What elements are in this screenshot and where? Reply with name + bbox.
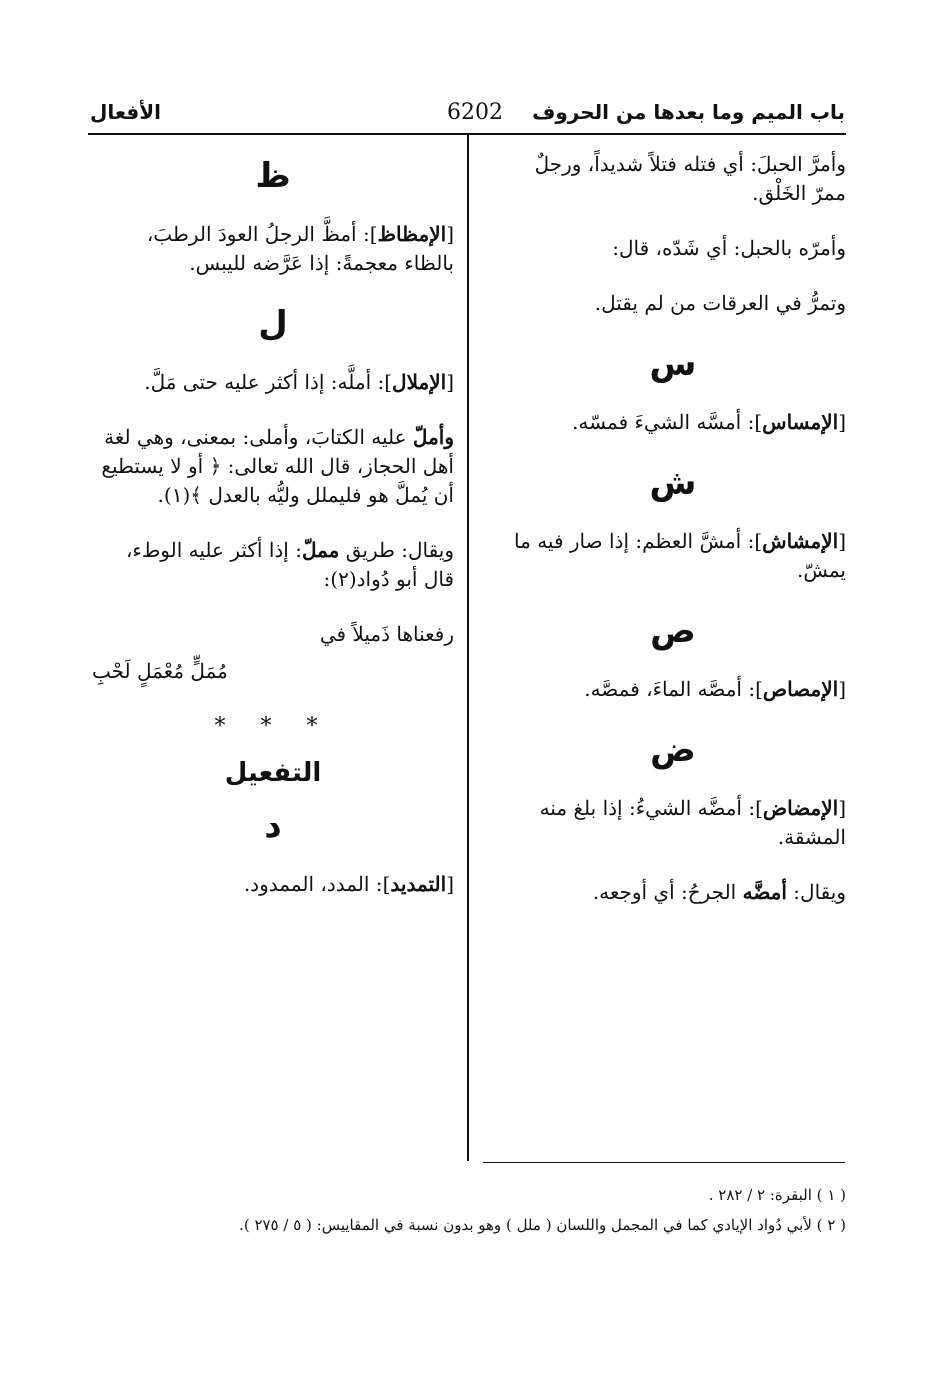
- definition: : أمسَّه الشيءَ فمسّه.: [572, 410, 755, 434]
- letter-heading-za: ظ: [255, 156, 291, 196]
- left-column: [92, 150, 454, 925]
- entry-imshash: [الإمشاش]: أمشَّ العظم: إذا صار فيه ما يمشّ.: [514, 529, 846, 582]
- chapter-title: باب الميم وما بعدها من الحروف: [532, 100, 845, 124]
- definition: : أمضَّه الشيءُ: إذا بلغ منه المشقة.: [539, 796, 846, 849]
- entry-imsas-sad: [الإمصاص]: أمصَّه الماءَ، فمصَّه.: [584, 677, 846, 701]
- right-column: [500, 150, 846, 933]
- entry-imdad: [الإمضاض]: أمضَّه الشيءُ: إذا بلغ منه المشقة.: [539, 796, 846, 849]
- entry-imlal: [الإملال]: أملَّه: إذا أكثر عليه حتى مَلَّ.: [144, 370, 454, 394]
- lemma: الإمضاض: [762, 796, 839, 820]
- entry-paragraph: وأمرَّ الحبلَ: أي فتله فتلاً شديداً، ورجلٌ ممرّ الخَلْق.: [534, 152, 846, 205]
- lemma: الإملال: [392, 370, 447, 394]
- entry-tamdid: [التمديد]: المدد، الممدود.: [243, 872, 454, 896]
- definition: : المدد، الممدود.: [243, 872, 383, 896]
- footnote: ( ١ ) البقرة: ٢ / ٢٨٢ .: [708, 1186, 846, 1204]
- letter-heading-sad: ص: [650, 611, 696, 651]
- page-number: 6202: [447, 100, 503, 125]
- text-fragment: ويقال: طريق: [339, 538, 454, 562]
- letter-heading-shin: ش: [649, 463, 697, 503]
- letter-heading-lam: ل: [258, 304, 288, 344]
- definition: : أمشَّ العظم: إذا صار فيه ما يمشّ.: [514, 529, 846, 582]
- lemma: الإمظاظ: [377, 222, 447, 246]
- section-title: التفعيل: [224, 758, 322, 788]
- footnotes: [106, 1180, 846, 1240]
- lemma: مملّ: [301, 538, 340, 562]
- text-fragment: ويقال:: [786, 880, 846, 904]
- letter-heading-dad: ض: [650, 730, 696, 770]
- definition: : أملَّه: إذا أكثر عليه حتى مَلَّ.: [144, 370, 385, 394]
- entry-paragraph: [92, 536, 454, 594]
- verse-line: وتمرُّ في العرقات من لم يقتل.: [594, 291, 846, 315]
- definition: : إذا أكثر عليه الوطء، قال أبو دُواد(٢):: [125, 538, 454, 591]
- verse-line: مُمَلٍّ مُعْمَلٍ لَحْبِ: [92, 659, 228, 683]
- definition: : أمظَّ الرجلُ العودَ الرطبَ، بالظاء معجمةً: إذا عَرَّضه لليبس.: [146, 222, 454, 275]
- entry-imsas: [الإمساس]: أمسَّه الشيءَ فمسّه.: [572, 410, 846, 434]
- lemma: وأملّ: [412, 425, 454, 449]
- lemma: الإمساس: [762, 410, 839, 434]
- letter-heading-dal: د: [264, 806, 282, 846]
- entry-imzaz: [الإمظاظ]: أمظَّ الرجلُ العودَ الرطبَ، بالظاء معجمةً: إذا عَرَّضه لليبس.: [146, 222, 454, 275]
- column-divider: [467, 135, 469, 1161]
- section-separator: * * *: [214, 714, 332, 739]
- entry-paragraph: [500, 878, 846, 907]
- definition: الجرحُ: أي أوجعه.: [592, 880, 743, 904]
- verse-line: رفعناها ذَميلاً في: [319, 622, 454, 646]
- entry-paragraph: [92, 423, 454, 510]
- entry-paragraph: وأمرّه بالحبل: أي شَدّه، قال:: [612, 236, 846, 260]
- lemma: التمديد: [390, 872, 447, 896]
- lemma: الإمصاص: [762, 677, 839, 701]
- definition: عليه الكتابَ، وأملى: بمعنى، وهي لغة أهل الحجاز، قال الله تعالى: ﴿ أو لا يستطيع أن يُملَّ هو فليملل وليُّه بالعدل ﴾(١).: [101, 425, 454, 507]
- lemma: أمضَّه: [742, 880, 787, 904]
- footnote: ( ٢ ) لأبي دُواد الإيادي كما في المجمل واللسان ( ملل ) وهو بدون نسبة في المقاييس: ( ٥ / ٢٧٥ ).: [239, 1216, 846, 1234]
- lemma: الإمشاش: [762, 529, 839, 553]
- running-header: [90, 96, 845, 134]
- footnote-rule: [483, 1162, 845, 1163]
- section-header: الأفعال: [90, 100, 161, 124]
- definition: : أمصَّه الماءَ، فمصَّه.: [584, 677, 756, 701]
- letter-heading-sin: س: [649, 344, 697, 384]
